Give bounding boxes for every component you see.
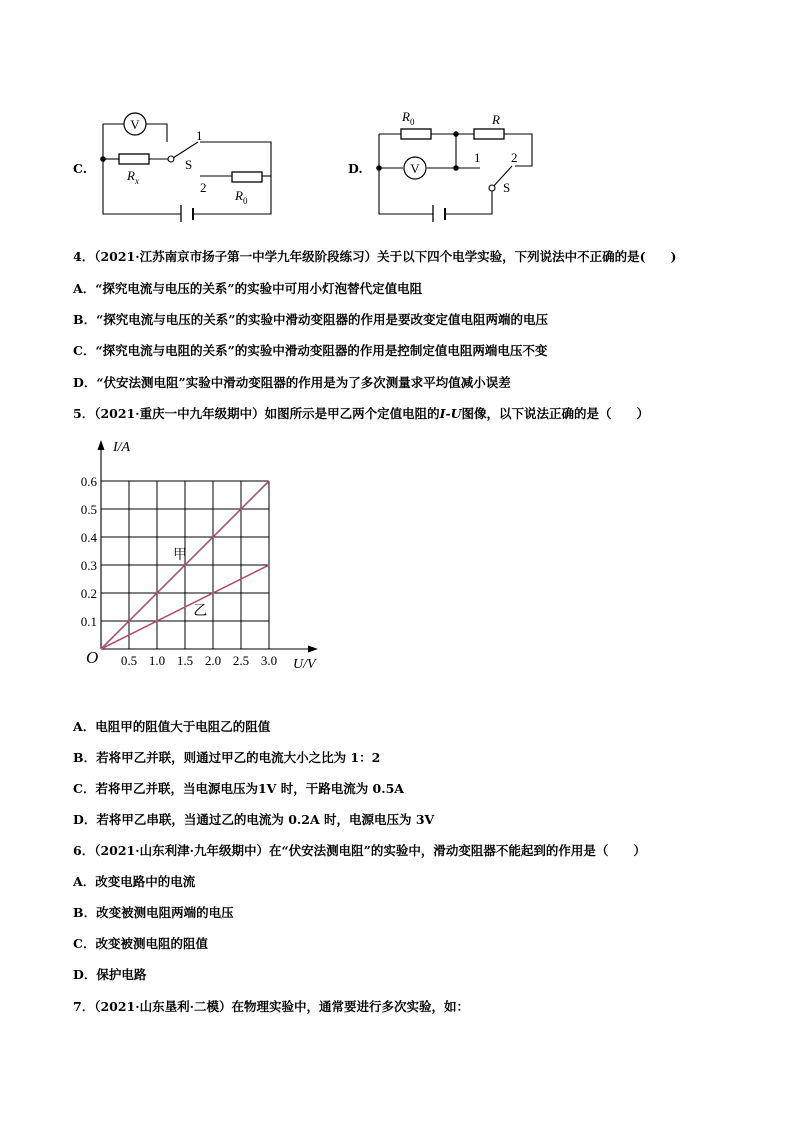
q5-option-b: B．若将甲乙并联，则通过甲乙的电流大小之比为 1：2 xyxy=(73,750,381,765)
y-axis-label: I/A xyxy=(113,440,131,455)
q5-stem: 5．（2021·重庆一中九年级期中）如图所示是甲乙两个定值电阻的I-U图像，以下说法正确的是（ ） xyxy=(73,406,650,421)
switch-c-label: S xyxy=(185,157,193,172)
x-tick-label: 3.0 xyxy=(260,653,278,668)
terminal-d-2: 2 xyxy=(511,150,518,165)
x-tick-label: 2.5 xyxy=(232,653,250,668)
r0-d-label: $R_0$ xyxy=(402,109,415,127)
y-tick-label: 0.5 xyxy=(80,502,97,517)
x-tick-label: 0.5 xyxy=(120,653,138,668)
terminal-d-1: 1 xyxy=(474,150,481,165)
switch-d-label: S xyxy=(503,180,511,195)
q5-option-d: D．若将甲乙串联，当通过乙的电流为 0.2A 时，电源电压为 3V xyxy=(73,812,435,827)
q4-stem: 4．（2021·江苏南京市扬子第一中学九年级阶段练习）关于以下四个电学实验，下列说法中不正确的是( ) xyxy=(73,249,677,264)
y-tick-label: 0.6 xyxy=(80,474,97,489)
q6-option-b: B．改变被测电阻两端的电压 xyxy=(73,905,234,920)
x-tick-label: 1.5 xyxy=(176,653,194,668)
voltmeter-d-label: V xyxy=(410,161,420,176)
q6-stem: 6．（2021·山东利津·九年级期中）在“伏安法测电阻”的实验中，滑动变阻器不能起到的作用是（ ） xyxy=(73,843,646,858)
x-axis-arrow-icon xyxy=(308,646,318,653)
circuit-d-diagram xyxy=(370,104,545,222)
x-axis-label: U/V xyxy=(293,657,316,672)
series-label-1: 甲 xyxy=(173,548,187,563)
x-tick-label: 2.0 xyxy=(204,653,222,668)
terminal-c-1: 1 xyxy=(196,128,203,143)
y-tick-label: 0.4 xyxy=(80,530,97,545)
origin-label: O xyxy=(86,648,99,667)
q4-option-d: D．“伏安法测电阻”实验中滑动变阻器的作用是为了多次测量求平均值减小误差 xyxy=(73,375,511,390)
q4-option-a: A．“探究电流与电压的关系”的实验中可用小灯泡替代定值电阻 xyxy=(73,281,423,296)
iu-graph xyxy=(70,436,340,676)
y-tick-label: 0.2 xyxy=(80,586,97,601)
r0-c-label: $R_0$ xyxy=(235,188,248,206)
q4-option-c: C．“探究电流与电阻的关系”的实验中滑动变阻器的作用是控制定值电阻两端电压不变 xyxy=(73,343,548,358)
r-d-label: R xyxy=(492,112,500,127)
q6-option-c: C．改变被测电阻的阻值 xyxy=(73,936,208,951)
q6-option-d: D．保护电路 xyxy=(73,967,147,982)
option-d-label: D. xyxy=(348,161,363,176)
q5-option-a: A．电阻甲的阻值大于电阻乙的阻值 xyxy=(73,719,271,734)
rx-label: $R_x$ xyxy=(127,168,139,186)
q6-option-a: A．改变电路中的电流 xyxy=(73,874,196,889)
circuit-c-diagram xyxy=(95,104,285,222)
y-axis-arrow-icon xyxy=(98,440,105,450)
q5-option-c: C．若将甲乙并联，当电源电压为1V 时，干路电流为 0.5A xyxy=(73,781,404,796)
terminal-c-2: 2 xyxy=(200,180,207,195)
y-tick-label: 0.3 xyxy=(80,558,97,573)
option-c-label: C. xyxy=(73,161,88,176)
q4-option-b: B．“探究电流与电压的关系”的实验中滑动变阻器的作用是要改变定值电阻两端的电压 xyxy=(73,312,548,327)
voltmeter-c-label: V xyxy=(130,117,140,132)
x-tick-label: 1.0 xyxy=(148,653,166,668)
series-label-2: 乙 xyxy=(193,603,208,619)
y-tick-label: 0.1 xyxy=(80,614,97,629)
q7-stem: 7．（2021·山东垦利·二模）在物理实验中，通常要进行多次实验，如： xyxy=(73,999,469,1014)
